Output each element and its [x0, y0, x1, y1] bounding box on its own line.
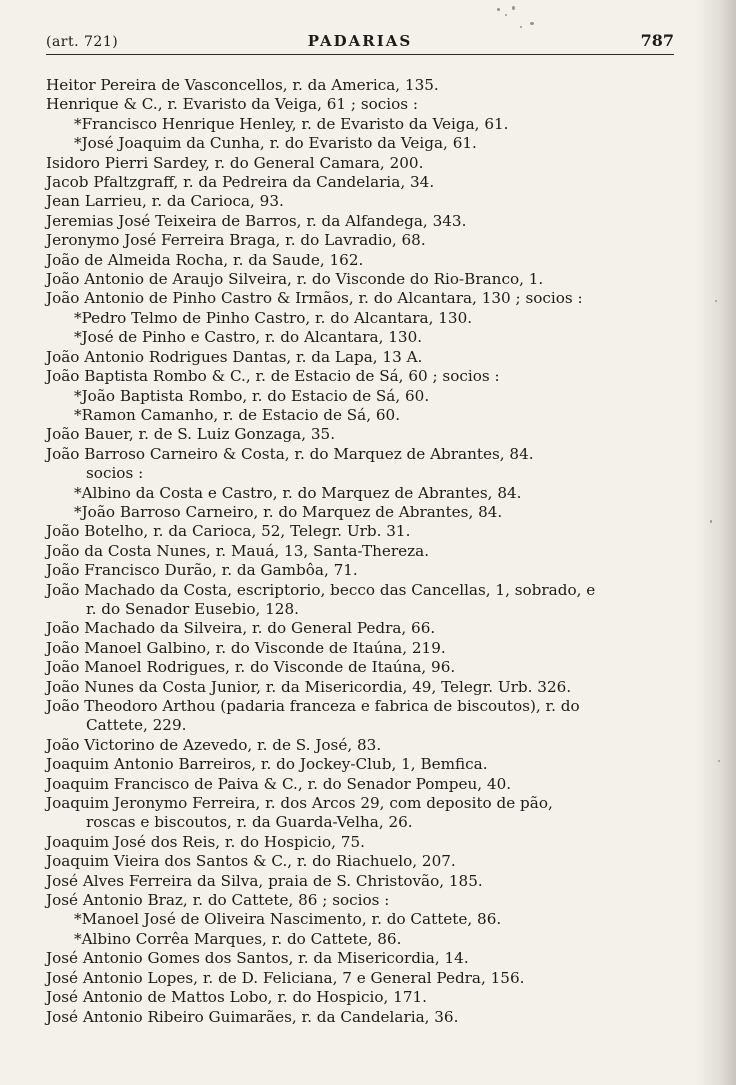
directory-entry: João Bauer, r. de S. Luiz Gonzaga, 35. — [46, 425, 336, 444]
directory-entry: João Barroso Carneiro & Costa, r. do Marquez de Abrantes, 84. — [46, 444, 534, 463]
directory-entry: Jacob Pfaltzgraff, r. da Pedreira da Candelaria, 34. — [46, 173, 435, 192]
directory-entry: João Antonio de Pinho Castro & Irmãos, r. do Alcantara, 130 ; socios : — [46, 289, 583, 308]
directory-entry: Henrique & C., r. Evaristo da Veiga, 61 ; socios : — [46, 95, 419, 114]
page-edge-shadow — [696, 0, 736, 1085]
directory-entry: *Ramon Camanho, r. de Estacio de Sá, 60. — [74, 405, 401, 424]
directory-entry: roscas e biscoutos, r. da Guarda-Velha, 26. — [86, 813, 413, 832]
directory-entry: José Antonio Braz, r. do Cattete, 86 ; socios : — [46, 891, 390, 910]
directory-entry: Joaquim Vieira dos Santos & C., r. do Riachuelo, 207. — [46, 852, 456, 871]
directory-listing — [46, 76, 686, 1027]
directory-entry: João Machado da Costa, escriptorio, becco das Cancellas, 1, sobrado, e — [46, 580, 596, 599]
directory-entry: Jean Larrieu, r. da Carioca, 93. — [46, 192, 284, 211]
directory-entry: José Antonio Ribeiro Guimarães, r. da Candelaria, 36. — [46, 1007, 459, 1026]
directory-entry: r. do Senador Eusebio, 128. — [86, 599, 299, 618]
directory-entry: Isidoro Pierri Sardey, r. do General Camara, 200. — [46, 153, 424, 172]
directory-entry: *Albino da Costa e Castro, r. do Marquez de Abrantes, 84. — [74, 483, 522, 502]
directory-entry: José Antonio de Mattos Lobo, r. do Hospicio, 171. — [46, 988, 427, 1007]
directory-entry: João Antonio Rodrigues Dantas, r. da Lapa, 13 A. — [46, 347, 423, 366]
directory-entry: Heitor Pereira de Vasconcellos, r. da America, 135. — [46, 76, 439, 94]
directory-entry: *Pedro Telmo de Pinho Castro, r. do Alcantara, 130. — [74, 308, 473, 327]
directory-entry: Joaquim Antonio Barreiros, r. do Jockey-Club, 1, Bemfica. — [46, 755, 488, 774]
directory-entry: *José de Pinho e Castro, r. do Alcantara, 130. — [74, 328, 423, 347]
directory-entry: João Botelho, r. da Carioca, 52, Telegr. Urb. 31. — [46, 522, 411, 541]
directory-entry: Jeremias José Teixeira de Barros, r. da Alfandega, 343. — [46, 211, 467, 230]
article-reference: (art. 721) — [46, 34, 119, 50]
directory-entry: Jeronymo José Ferreira Braga, r. do Lavradio, 68. — [46, 231, 426, 250]
directory-entry: João Theodoro Arthou (padaria franceza e fabrica de biscoutos), r. do — [46, 697, 580, 715]
section-title: PADARIAS — [307, 32, 413, 50]
directory-entry: *João Baptista Rombo, r. do Estacio de Sá, 60. — [74, 386, 430, 405]
directory-entry: João da Costa Nunes, r. Mauá, 13, Santa-Thereza. — [46, 541, 430, 560]
directory-entry: João Francisco Durão, r. da Gambôa, 71. — [46, 561, 358, 580]
directory-entry: Joaquim Francisco de Paiva & C., r. do Senador Pompeu, 40. — [46, 774, 512, 793]
directory-entry: João Baptista Rombo & C., r. de Estacio de Sá, 60 ; socios : — [46, 367, 500, 386]
directory-entry: João Antonio de Araujo Silveira, r. do Visconde do Rio-Branco, 1. — [46, 270, 544, 289]
directory-entry: João Machado da Silveira, r. do General Pedra, 66. — [46, 619, 436, 638]
directory-entry: José Antonio Gomes dos Santos, r. da Misericordia, 14. — [46, 949, 469, 968]
directory-entry: João Victorino de Azevedo, r. de S. José, 83. — [46, 735, 382, 754]
directory-entry: Joaquim Jeronymo Ferreira, r. dos Arcos 29, com deposito de pão, — [46, 794, 553, 813]
directory-entry: João Manoel Galbino, r. do Visconde de Itaúna, 219. — [46, 638, 446, 657]
directory-entry: José Alves Ferreira da Silva, praia de S. Christovão, 185. — [46, 871, 483, 890]
page-header — [46, 30, 674, 55]
directory-entry: *João Barroso Carneiro, r. do Marquez de Abrantes, 84. — [74, 502, 503, 521]
page-number: 787 — [640, 31, 674, 50]
directory-entry: *Francisco Henrique Henley, r. de Evaristo da Veiga, 61. — [74, 114, 509, 133]
directory-entry: Cattete, 229. — [86, 716, 187, 735]
directory-entry: João Manoel Rodrigues, r. do Visconde de Itaúna, 96. — [46, 658, 456, 677]
directory-entry: *José Joaquim da Cunha, r. do Evaristo da Veiga, 61. — [74, 134, 477, 153]
directory-entry: João Nunes da Costa Junior, r. da Misericordia, 49, Telegr. Urb. 326. — [46, 677, 572, 696]
directory-entry: João de Almeida Rocha, r. da Saude, 162. — [46, 250, 364, 269]
directory-entry: Joaquim José dos Reis, r. do Hospicio, 75. — [46, 832, 365, 851]
directory-entry: *Albino Corrêa Marques, r. do Cattete, 86. — [74, 929, 402, 948]
directory-entry: socios : — [86, 464, 144, 483]
directory-entry: *Manoel José de Oliveira Nascimento, r. do Cattete, 86. — [74, 910, 502, 929]
directory-entry: José Antonio Lopes, r. de D. Feliciana, 7 e General Pedra, 156. — [46, 968, 525, 987]
